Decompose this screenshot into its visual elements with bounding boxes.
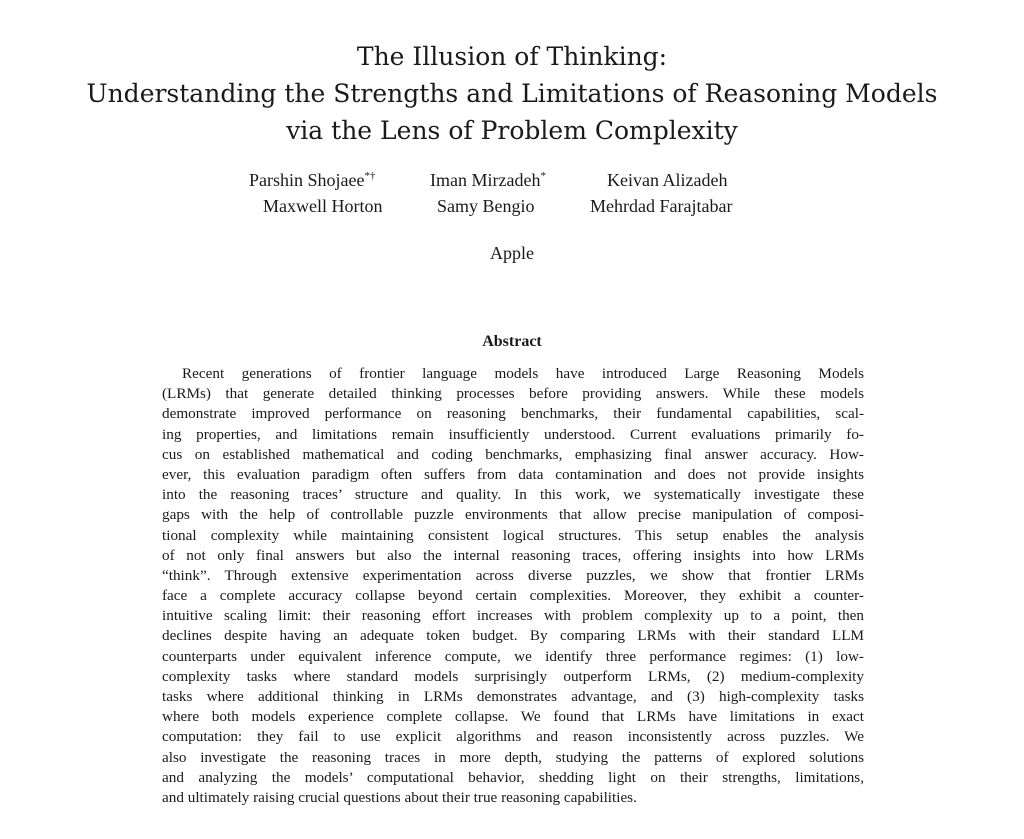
title-line-3: via the Lens of Problem Complexity [286, 116, 738, 145]
author-row-1 [0, 170, 1024, 196]
abstract-line: where both models experience complete collapse. We found that LRMs have limitations in exact [162, 708, 864, 726]
abstract-line: complexity tasks where standard models surprisingly outperform LRMs, (2) medium-complexity [162, 667, 864, 685]
abstract-line: face a complete accuracy collapse beyond certain complexities. Moreover, they exhibit a counter- [162, 587, 864, 605]
author-affiliation-marks: * [540, 170, 546, 182]
abstract-line: computation: they fail to use explicit algorithms and reason inconsistently across puzzles. We [162, 728, 864, 746]
abstract-line: Recent generations of frontier language models have introduced Large Reasoning Models [182, 365, 864, 382]
abstract-line: demonstrate improved performance on reasoning benchmarks, their fundamental capabilities, scal- [162, 405, 864, 423]
abstract-line: gaps with the help of controllable puzzle environments that allow precise manipulation of composi- [162, 506, 864, 524]
title-line-1: The Illusion of Thinking: [356, 42, 668, 71]
author-mehrdad-farajtabar: Mehrdad Farajtabar [590, 196, 733, 216]
author-keivan-alizadeh: Keivan Alizadeh [607, 170, 728, 190]
abstract-line: cus on established mathematical and coding benchmarks, emphasizing final answer accuracy. How- [162, 445, 864, 463]
abstract-line: “think”. Through extensive experimentation across diverse puzzles, we show that frontier LRMs [162, 566, 864, 584]
abstract-heading: Abstract [482, 333, 542, 350]
paper-title [0, 38, 1024, 149]
author-iman-mirzadeh: Iman Mirzadeh* [430, 170, 546, 190]
author-parshin-shojaee: Parshin Shojaee*† [249, 170, 376, 190]
abstract-line: ever, this evaluation paradigm often suffers from data contamination and does not provide insights [162, 465, 864, 483]
author-affiliation-marks: *† [364, 170, 376, 182]
abstract-line: (LRMs) that generate detailed thinking processes before providing answers. While these models [162, 385, 864, 403]
title-line-2: Understanding the Strengths and Limitations of Reasoning Models [86, 79, 938, 108]
abstract-line: and ultimately raising crucial questions about their true reasoning capabilities. [162, 788, 637, 806]
affiliation: Apple [490, 243, 534, 263]
author-list [0, 170, 1024, 222]
author-maxwell-horton: Maxwell Horton [263, 196, 383, 216]
abstract-line: counterparts under equivalent inference compute, we identify three performance regimes: (1) low- [162, 647, 864, 665]
abstract-line: declines despite having an adequate token budget. By comparing LRMs with their standard LLM [162, 627, 864, 645]
abstract-line: intuitive scaling limit: their reasoning effort increases with problem complexity up to a point, then [162, 607, 864, 625]
abstract-line: tional complexity while maintaining consistent logical structures. This setup enables the analysis [162, 526, 864, 544]
abstract-text [162, 364, 864, 808]
author-row-2 [0, 196, 1024, 222]
abstract-line: also investigate the reasoning traces in more depth, studying the patterns of explored solutions [162, 748, 864, 766]
abstract-line: tasks where additional thinking in LRMs demonstrates advantage, and (3) high-complexity tasks [162, 688, 864, 705]
abstract-line: of not only final answers but also the internal reasoning traces, offering insights into how LRMs [162, 546, 864, 564]
abstract-line: ing properties, and limitations remain insufficiently understood. Current evaluations primarily fo- [162, 425, 864, 443]
abstract-line: into the reasoning traces’ structure and quality. In this work, we systematically investigate these [162, 486, 864, 504]
abstract-line: and analyzing the models’ computational behavior, shedding light on their strengths, limitations, [162, 768, 864, 786]
author-samy-bengio: Samy Bengio [437, 196, 535, 216]
